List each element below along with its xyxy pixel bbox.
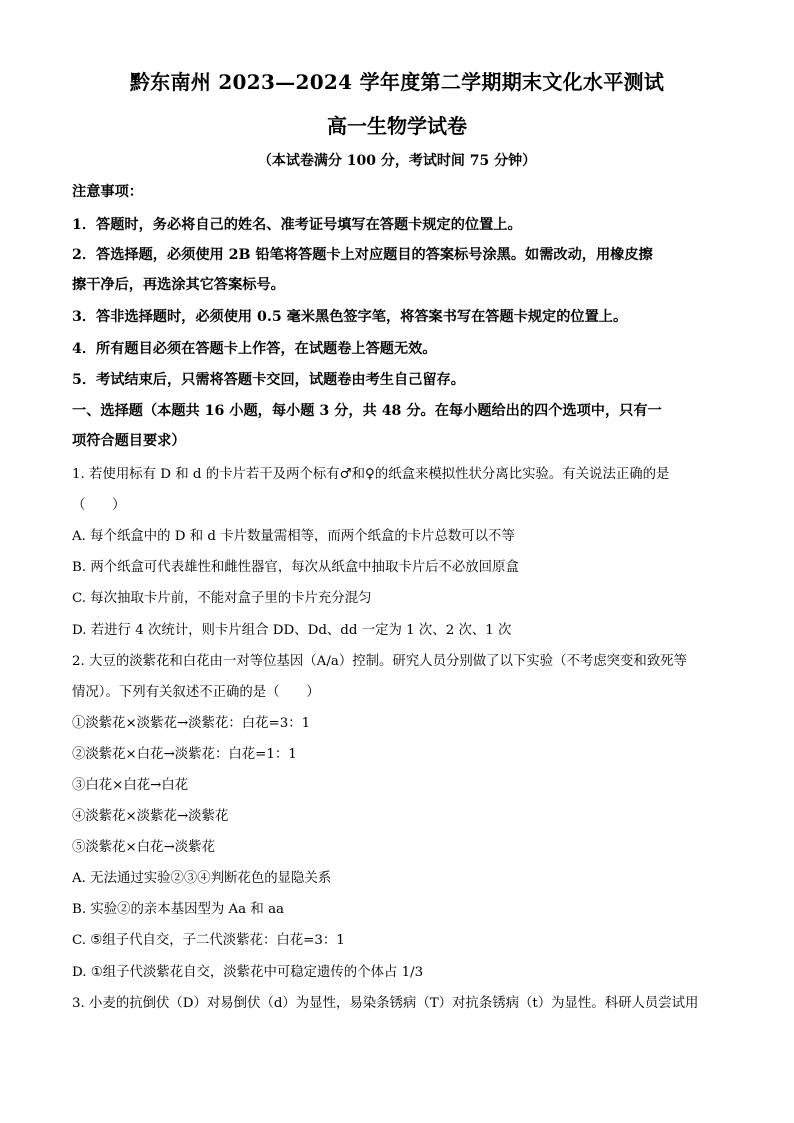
question-1-stem-cont: （ ） xyxy=(72,498,126,513)
section-heading-cont: 项符合题目要求） xyxy=(72,433,186,449)
exam-info: （本试卷满分 100 分，考试时间 75 分钟） xyxy=(257,153,537,169)
question-2-stem-cont: 情况）。下列有关叙述不正确的是（ ） xyxy=(72,685,320,700)
question-2-stem: 2. 大豆的淡紫花和白花由一对等位基因（A/a）控制。研究人员分别做了以下实验（不考虑突变和致死等 xyxy=(72,654,687,669)
question-2-experiment: ④淡紫花×淡紫花→淡紫花 xyxy=(72,809,229,824)
notice-item: 4．所有题目必须在答题卡上作答，在试题卷上答题无效。 xyxy=(72,341,437,357)
question-2-option-d: D. ①组子代淡紫花自交，淡紫花中可稳定遗传的个体占 1/3 xyxy=(72,965,424,980)
notice-item: 5．考试结束后，只需将答题卡交回，试题卷由考生自己留存。 xyxy=(72,372,465,388)
question-1-option-c: C. 每次抽取卡片前，不能对盒子里的卡片充分混匀 xyxy=(72,591,372,606)
question-2-option-a: A. 无法通过实验②③④判断花色的显隐关系 xyxy=(72,871,332,886)
exam-subject: 高一生物学试卷 xyxy=(327,114,467,138)
question-1-option-d: D. 若进行 4 次统计，则卡片组合 DD、Dd、dd 一定为 1 次、2 次、1 次 xyxy=(72,623,512,638)
question-3-stem: 3. 小麦的抗倒伏（D）对易倒伏（d）为显性，易染条锈病（T）对抗条锈病（t）为显性。科研人员尝试用 xyxy=(72,996,699,1011)
question-2-option-b: B. 实验②的亲本基因型为 Aa 和 aa xyxy=(72,902,285,917)
exam-title: 黔东南州 2023—2024 学年度第二学期期末文化水平测试 xyxy=(129,70,665,94)
question-2-experiment: ②淡紫花×白花→淡紫花：白花=1：1 xyxy=(72,747,297,762)
notice-heading: 注意事项： xyxy=(72,184,143,200)
question-1-option-a: A. 每个纸盒中的 D 和 d 卡片数量需相等，而两个纸盒的卡片总数可以不等 xyxy=(72,529,515,544)
question-2-experiment: ①淡紫花×淡紫花→淡紫花：白花=3：1 xyxy=(72,716,311,731)
notice-item: 3．答非选择题时，必须使用 0.5 毫米黑色签字笔，将答案书写在答题卡规定的位置上。 xyxy=(72,309,628,325)
question-1-stem: 1. 若使用标有 D 和 d 的卡片若干及两个标有♂和♀的纸盒来模拟性状分离比实验。有关说法正确的是 xyxy=(72,467,670,482)
question-2-experiment: ③白花×白花→白花 xyxy=(72,778,189,793)
notice-item: 2．答选择题，必须使用 2B 铅笔将答题卡上对应题目的答案标号涂黑。如需改动，用橡皮擦 xyxy=(72,247,653,263)
notice-item: 1．答题时，务必将自己的姓名、准考证号填写在答题卡规定的位置上。 xyxy=(72,217,522,233)
question-1-option-b: B. 两个纸盒可代表雄性和雌性器官，每次从纸盒中抽取卡片后不必放回原盒 xyxy=(72,560,519,575)
question-2-experiment: ⑤淡紫花×白花→淡紫花 xyxy=(72,840,215,855)
section-heading: 一、选择题（本题共 16 小题，每小题 3 分，共 48 分。在每小题给出的四个选项中，只有一 xyxy=(72,403,662,419)
question-2-option-c: C. ⑤组子代自交，子二代淡紫花：白花=3：1 xyxy=(72,933,345,948)
notice-item: 擦干净后，再选涂其它答案标号。 xyxy=(72,277,285,293)
